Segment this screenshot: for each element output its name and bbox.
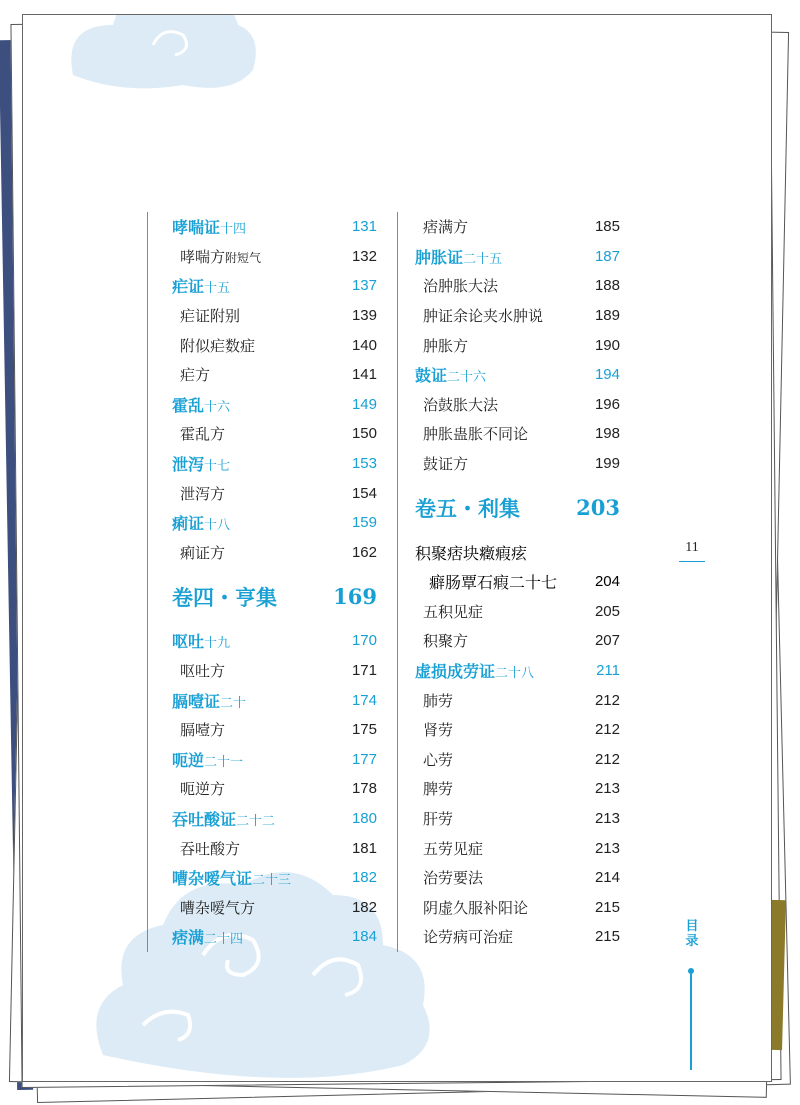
entry-page-number: 194 bbox=[594, 366, 620, 384]
toc-entry bbox=[398, 922, 620, 952]
entry-title: 五劳见症 bbox=[423, 839, 484, 858]
chapter-heading bbox=[148, 390, 377, 420]
entry-page-number: 181 bbox=[351, 839, 377, 857]
toc-column-right bbox=[397, 212, 620, 952]
entry-page-number: 180 bbox=[351, 809, 377, 827]
entry-page-number: 196 bbox=[594, 395, 620, 413]
entry-title: 疟证十五 bbox=[172, 277, 231, 297]
entry-title: 论劳病可治症 bbox=[423, 928, 514, 947]
chapter-number: 二十二 bbox=[236, 813, 276, 829]
entry-page-number: 185 bbox=[594, 218, 620, 236]
toc-entry bbox=[148, 892, 377, 922]
entry-title: 心劳 bbox=[423, 750, 454, 769]
entry-title: 治劳要法 bbox=[423, 869, 484, 888]
entry-page-number: 182 bbox=[351, 898, 377, 916]
entry-page-number: 137 bbox=[351, 277, 377, 295]
entry-page-number: 131 bbox=[351, 218, 377, 236]
entry-page-number: 214 bbox=[594, 869, 620, 887]
side-marker-line bbox=[690, 974, 692, 1070]
volume-heading bbox=[148, 567, 377, 626]
toc-column-left bbox=[147, 212, 377, 952]
entry-title: 嘈杂嗳气方 bbox=[180, 898, 256, 917]
toc-entry bbox=[398, 419, 620, 449]
entry-title: 脾劳 bbox=[423, 780, 454, 799]
entry-title: 肝劳 bbox=[423, 809, 454, 828]
chapter-number: 二十一 bbox=[204, 754, 244, 770]
toc-entry bbox=[148, 715, 377, 745]
volume-heading bbox=[398, 478, 620, 537]
chapter-number: 二十五 bbox=[463, 251, 503, 267]
entry-title: 痢证方 bbox=[180, 543, 226, 562]
toc-entry bbox=[148, 656, 377, 686]
entry-title: 痢证十八 bbox=[172, 514, 231, 534]
toc-entry bbox=[398, 449, 620, 479]
entry-page-number: 188 bbox=[594, 277, 620, 295]
toc-entry bbox=[398, 626, 620, 656]
entry-page-number: 215 bbox=[594, 898, 620, 916]
toc-page bbox=[22, 14, 772, 1082]
entry-page-number: 199 bbox=[594, 455, 620, 473]
entry-title: 虚损成劳证二十八 bbox=[415, 662, 535, 682]
chapter-heading bbox=[148, 745, 377, 775]
entry-title: 治鼓胀大法 bbox=[423, 395, 499, 414]
toc-entry bbox=[148, 833, 377, 863]
toc-entry bbox=[398, 597, 620, 627]
chapter-number: 二十 bbox=[220, 695, 247, 711]
entry-note: 附短气 bbox=[225, 250, 262, 265]
chapter-number: 二十七 bbox=[509, 573, 558, 593]
chapter-number: 二十六 bbox=[447, 370, 487, 386]
entry-title: 卷四・亨集 bbox=[172, 584, 277, 610]
entry-title: 嘈杂嗳气证二十三 bbox=[172, 869, 292, 889]
entry-title: 疟方 bbox=[180, 366, 211, 385]
entry-page-number: 211 bbox=[596, 662, 620, 680]
entry-page-number: 204 bbox=[594, 573, 620, 591]
chapter-heading bbox=[398, 360, 620, 390]
entry-title: 肿证余论夹水肿说 bbox=[423, 307, 544, 326]
toc-entry bbox=[148, 330, 377, 360]
entry-title: 积聚痞块癥瘕痃 bbox=[415, 543, 528, 563]
toc-entry bbox=[148, 242, 377, 272]
chapter-heading bbox=[148, 508, 377, 538]
entry-title: 治肿胀大法 bbox=[423, 277, 499, 296]
entry-title: 附似疟数症 bbox=[180, 336, 256, 355]
entry-page-number: 184 bbox=[351, 928, 377, 946]
chapter-heading bbox=[148, 626, 377, 656]
entry-title: 五积见症 bbox=[423, 602, 484, 621]
toc-entry bbox=[148, 774, 377, 804]
entry-page-number: 215 bbox=[594, 928, 620, 946]
chapter-heading bbox=[398, 537, 620, 567]
entry-page-number: 162 bbox=[351, 543, 377, 561]
entry-page-number: 213 bbox=[594, 839, 620, 857]
entry-page-number: 171 bbox=[351, 662, 377, 680]
chapter-heading bbox=[148, 685, 377, 715]
entry-page-number: 189 bbox=[594, 307, 620, 325]
entry-page-number: 212 bbox=[594, 721, 620, 739]
entry-title: 痞满二十四 bbox=[172, 928, 244, 948]
toc-entry bbox=[398, 863, 620, 893]
toc-entry bbox=[398, 745, 620, 775]
cloud-decoration-top bbox=[63, 14, 263, 95]
entry-page-number: 177 bbox=[351, 750, 377, 768]
entry-page-number: 132 bbox=[351, 247, 377, 265]
entry-title: 呃逆方 bbox=[180, 780, 226, 799]
entry-title: 鼓证二十六 bbox=[415, 366, 487, 386]
entry-page-number: 169 bbox=[333, 584, 377, 610]
entry-page-number: 170 bbox=[351, 632, 377, 650]
toc-entry bbox=[398, 330, 620, 360]
entry-title: 肾劳 bbox=[423, 721, 454, 740]
entry-title: 痞满方 bbox=[423, 218, 469, 237]
toc-entry bbox=[148, 538, 377, 568]
entry-title: 呃逆二十一 bbox=[172, 750, 244, 770]
chapter-number: 十九 bbox=[204, 636, 231, 652]
entry-title: 膈噎证二十 bbox=[172, 691, 247, 711]
entry-title: 膈噎方 bbox=[180, 721, 226, 740]
entry-page-number: 149 bbox=[351, 395, 377, 413]
entry-title: 肿胀蛊胀不同论 bbox=[423, 425, 529, 444]
chapter-heading bbox=[148, 271, 377, 301]
chapter-number: 二十八 bbox=[495, 666, 535, 682]
entry-title: 鼓证方 bbox=[423, 455, 469, 474]
entry-page-number: 203 bbox=[576, 495, 620, 521]
entry-page-number: 198 bbox=[594, 425, 620, 443]
entry-title: 癖肠覃石瘕二十七 bbox=[429, 573, 558, 593]
entry-title: 阴虚久服补阳论 bbox=[423, 898, 529, 917]
entry-page-number: 213 bbox=[594, 809, 620, 827]
entry-title: 哮喘证十四 bbox=[172, 218, 247, 238]
toc-entry bbox=[148, 419, 377, 449]
entry-title: 呕吐十九 bbox=[172, 632, 231, 652]
toc-entry bbox=[398, 804, 620, 834]
entry-page-number: 139 bbox=[351, 307, 377, 325]
toc-entry bbox=[398, 774, 620, 804]
chapter-number: 十七 bbox=[204, 459, 231, 475]
entry-page-number: 141 bbox=[351, 366, 377, 384]
entry-title: 泄泻十七 bbox=[172, 455, 231, 475]
chapter-heading bbox=[148, 449, 377, 479]
chapter-heading bbox=[148, 922, 377, 952]
entry-title: 肿胀证二十五 bbox=[415, 247, 503, 267]
toc-entry bbox=[398, 212, 620, 242]
entry-title: 吞吐酸证二十二 bbox=[172, 809, 276, 829]
chapter-number: 十四 bbox=[220, 222, 247, 238]
chapter-heading bbox=[148, 804, 377, 834]
toc-entry bbox=[398, 301, 620, 331]
toc-entry bbox=[148, 360, 377, 390]
entry-title: 霍乱方 bbox=[180, 425, 226, 444]
entry-page-number: 159 bbox=[351, 514, 377, 532]
entry-title: 积聚方 bbox=[423, 632, 469, 651]
entry-page-number: 150 bbox=[351, 425, 377, 443]
chapter-heading bbox=[398, 242, 620, 272]
entry-page-number: 153 bbox=[351, 455, 377, 473]
entry-page-number: 207 bbox=[594, 632, 620, 650]
chapter-heading bbox=[148, 212, 377, 242]
page-number: 11 bbox=[679, 535, 705, 562]
entry-page-number: 213 bbox=[594, 780, 620, 798]
chapter-number: 十六 bbox=[204, 399, 231, 415]
entry-title: 卷五・利集 bbox=[415, 495, 520, 521]
entry-title: 肺劳 bbox=[423, 691, 454, 710]
entry-page-number: 190 bbox=[594, 336, 620, 354]
entry-page-number: 140 bbox=[351, 336, 377, 354]
entry-title: 肿胀方 bbox=[423, 336, 469, 355]
toc-entry bbox=[398, 715, 620, 745]
chapter-number: 十五 bbox=[204, 281, 231, 297]
side-section-label: 目录 bbox=[685, 919, 699, 949]
entry-page-number: 212 bbox=[594, 750, 620, 768]
toc-entry bbox=[398, 685, 620, 715]
entry-title: 吞吐酸方 bbox=[180, 839, 241, 858]
entry-page-number: 175 bbox=[351, 721, 377, 739]
entry-title: 呕吐方 bbox=[180, 662, 226, 681]
chapter-number: 二十四 bbox=[204, 932, 244, 948]
toc-entry bbox=[398, 892, 620, 922]
toc-entry bbox=[148, 478, 377, 508]
chapter-number: 二十三 bbox=[252, 873, 292, 889]
entry-title: 哮喘方附短气 bbox=[180, 247, 262, 266]
entry-page-number: 187 bbox=[594, 247, 620, 265]
entry-page-number: 205 bbox=[594, 602, 620, 620]
entry-title: 疟证附别 bbox=[180, 307, 241, 326]
entry-page-number: 154 bbox=[351, 484, 377, 502]
toc-entry bbox=[398, 390, 620, 420]
entry-page-number: 182 bbox=[351, 869, 377, 887]
entry-page-number: 178 bbox=[351, 780, 377, 798]
chapter-heading bbox=[398, 656, 620, 686]
chapter-number: 十八 bbox=[204, 518, 231, 534]
entry-page-number: 212 bbox=[594, 691, 620, 709]
entry-page-number: 174 bbox=[351, 691, 377, 709]
toc-entry bbox=[148, 301, 377, 331]
chapter-heading bbox=[398, 567, 620, 597]
toc-entry bbox=[398, 833, 620, 863]
chapter-heading bbox=[148, 863, 377, 893]
entry-title: 泄泻方 bbox=[180, 484, 226, 503]
entry-title: 霍乱十六 bbox=[172, 395, 231, 415]
toc-entry bbox=[398, 271, 620, 301]
